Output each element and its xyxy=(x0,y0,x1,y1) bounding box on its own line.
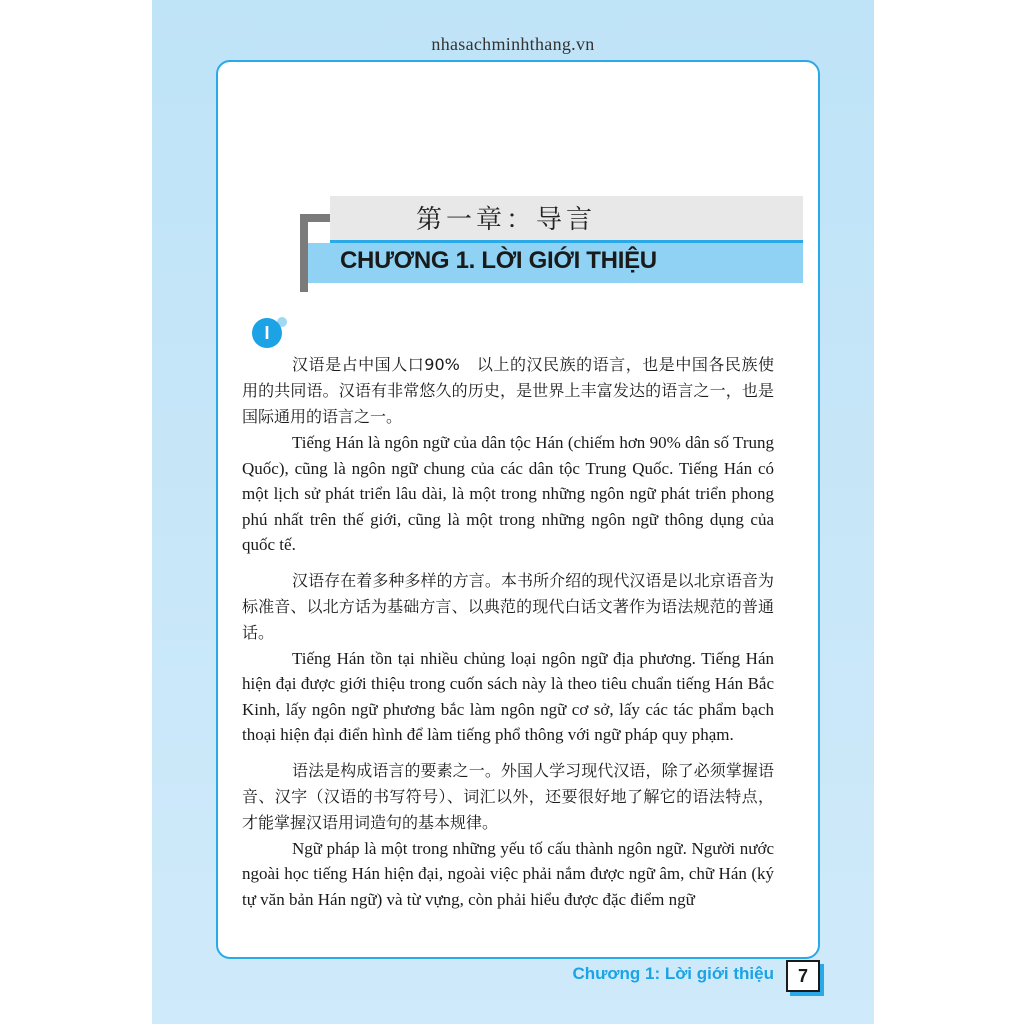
section-marker-badge: I xyxy=(252,318,282,348)
chapter-title-vn: CHƯƠNG 1. LỜI GIỚI THIỆU xyxy=(340,247,657,274)
title-vn-bar xyxy=(308,243,803,283)
paragraph-vn-1: Tiếng Hán là ngôn ngữ của dân tộc Hán (chiếm hơn 90% dân số Trung Quốc), cũng là ngôn ngữ chung của các dân tộc Trung Quốc. Tiếng Hán có một lịch sử phát triển lâu dài, là một trong những ngôn ngữ phát triển phong phú nhất trên thế giới, cũng là một trong những ngôn ngữ thông dụng của quốc tế. xyxy=(242,433,774,554)
title-cn-bar xyxy=(330,196,803,243)
site-header: nhasachminhthang.vn xyxy=(431,34,595,54)
body-text xyxy=(242,352,774,912)
chapter-title-cn: 第一章：导言 xyxy=(416,205,597,235)
paragraph-cn-3: 语法是构成语言的要素之一。外国人学习现代汉语，除了必须掌握语音、汉字（汉语的书写符号）、词汇以外，还要很好地了解它的语法特点，才能掌握汉语用词造句的基本规律。 xyxy=(242,760,774,832)
paragraph-cn-2: 汉语存在着多种多样的方言。本书所介绍的现代汉语是以北京语音为标准音、以北方话为基础方言、以典范的现代白话文著作为语法规范的普通话。 xyxy=(242,570,774,642)
paragraph-cn-1: 汉语是占中国人口90% 以上的汉民族的语言，也是中国各民族使用的共同语。汉语有非常悠久的历史，是世界上丰富发达的语言之一，也是国际通用的语言之一。 xyxy=(242,355,774,426)
page-number: 7 xyxy=(786,960,820,992)
footer-chapter-label: Chương 1: Lời giới thiệu xyxy=(572,964,774,983)
paragraph-vn-2: Tiếng Hán tồn tại nhiều chủng loại ngôn ngữ địa phương. Tiếng Hán hiện đại được giới thiệu trong cuốn sách này là theo tiêu chuẩn tiếng Hán Bắc Kinh, lấy ngôn ngữ phương bắc làm ngôn ngữ cơ sở, lấy các tác phẩm bạch thoại hiện đại điển hình để làm tiếng phổ thông với ngữ pháp quy phạm. xyxy=(242,648,774,744)
chapter-title xyxy=(300,196,803,286)
paragraph-vn-3: Ngữ pháp là một trong những yếu tố cấu thành ngôn ngữ. Người nước ngoài học tiếng Hán hiện đại, ngoài việc phải nắm được ngữ âm, chữ Hán (ký tự văn bản Hán ngữ) và từ vựng, còn phải hiểu được đặc điểm ngữ xyxy=(242,838,774,909)
